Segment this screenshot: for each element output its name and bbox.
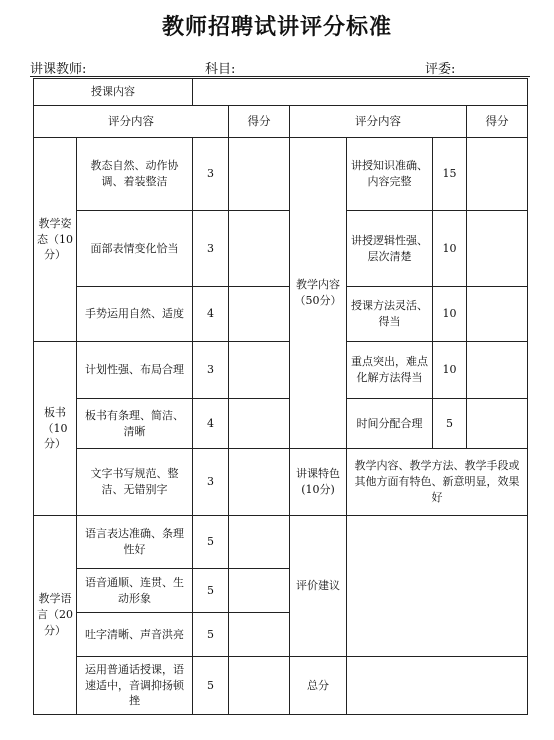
criterion-text: 板书有条理、简洁、清晰 <box>77 399 193 449</box>
score-cell[interactable] <box>229 211 290 287</box>
criterion-text: 讲授逻辑性强、层次清楚 <box>347 211 433 287</box>
feature-label: 讲课特色(10分) <box>290 449 347 516</box>
criterion-points: 5 <box>193 516 229 569</box>
score-cell[interactable] <box>467 287 528 342</box>
score-cell[interactable] <box>229 399 290 449</box>
criterion-points: 3 <box>193 211 229 287</box>
score-cell[interactable] <box>229 569 290 613</box>
criterion-text: 授课方法灵活、得当 <box>347 287 433 342</box>
criterion-points: 4 <box>193 399 229 449</box>
criterion-points: 10 <box>433 342 467 399</box>
score-cell[interactable] <box>467 138 528 211</box>
header-underline <box>30 76 530 77</box>
criterion-text: 文字书写规范、整洁、无错别字 <box>77 449 193 516</box>
evaluation-label: 评价建议 <box>290 516 347 657</box>
criterion-points: 3 <box>193 138 229 211</box>
score-cell[interactable] <box>229 138 290 211</box>
score-cell[interactable] <box>229 287 290 342</box>
criterion-text: 吐字清晰、声音洪亮 <box>77 613 193 657</box>
teacher-label: 讲课教师: <box>30 62 87 77</box>
criterion-points: 3 <box>193 342 229 399</box>
score-cell[interactable] <box>229 516 290 569</box>
criterion-text: 讲授知识准确、内容完整 <box>347 138 433 211</box>
criterion-text: 语言表达准确、条理性好 <box>77 516 193 569</box>
content-label: 授课内容 <box>34 79 193 106</box>
content-field[interactable] <box>193 79 528 106</box>
right-criteria-header: 评分内容 <box>290 106 467 138</box>
criterion-text: 计划性强、布局合理 <box>77 342 193 399</box>
criterion-text: 面部表情变化恰当 <box>77 211 193 287</box>
feature-text: 教学内容、教学方法、教学手段或其他方面有特色、新意明显，效果好 <box>347 449 528 516</box>
left-score-header: 得分 <box>229 106 290 138</box>
criterion-points: 5 <box>193 569 229 613</box>
criterion-points: 5 <box>193 613 229 657</box>
score-cell[interactable] <box>229 657 290 715</box>
criterion-text: 手势运用自然、适度 <box>77 287 193 342</box>
left-criteria-header: 评分内容 <box>34 106 229 138</box>
score-cell[interactable] <box>467 211 528 287</box>
scoring-table <box>33 78 528 715</box>
criterion-text: 运用普通话授课，语速适中，音调抑扬顿挫 <box>77 657 193 715</box>
total-field[interactable] <box>347 657 528 715</box>
score-cell[interactable] <box>467 399 528 449</box>
total-label: 总分 <box>290 657 347 715</box>
score-cell[interactable] <box>229 342 290 399</box>
category-posture: 教学姿态（10分） <box>34 138 77 342</box>
criterion-text: 语音通顺、连贯、生动形象 <box>77 569 193 613</box>
criterion-points: 5 <box>193 657 229 715</box>
criterion-text: 教态自然、动作协调、着装整洁 <box>77 138 193 211</box>
criterion-points: 15 <box>433 138 467 211</box>
criterion-points: 10 <box>433 287 467 342</box>
criterion-text: 重点突出，难点化解方法得当 <box>347 342 433 399</box>
criterion-points: 4 <box>193 287 229 342</box>
criterion-points: 10 <box>433 211 467 287</box>
score-cell[interactable] <box>229 449 290 516</box>
criterion-points: 5 <box>433 399 467 449</box>
evaluation-field[interactable] <box>347 516 528 657</box>
right-score-header: 得分 <box>467 106 528 138</box>
page-title: 教师招聘试讲评分标准 <box>161 15 392 40</box>
category-content: 教学内容（50分） <box>290 138 347 449</box>
judge-label: 评委: <box>425 62 456 77</box>
criterion-text: 时间分配合理 <box>347 399 433 449</box>
score-cell[interactable] <box>229 613 290 657</box>
subject-label: 科目: <box>205 62 236 77</box>
score-cell[interactable] <box>467 342 528 399</box>
criterion-points: 3 <box>193 449 229 516</box>
category-language: 教学语言（20分） <box>34 516 77 715</box>
category-blackboard: 板书（10分） <box>34 342 77 516</box>
